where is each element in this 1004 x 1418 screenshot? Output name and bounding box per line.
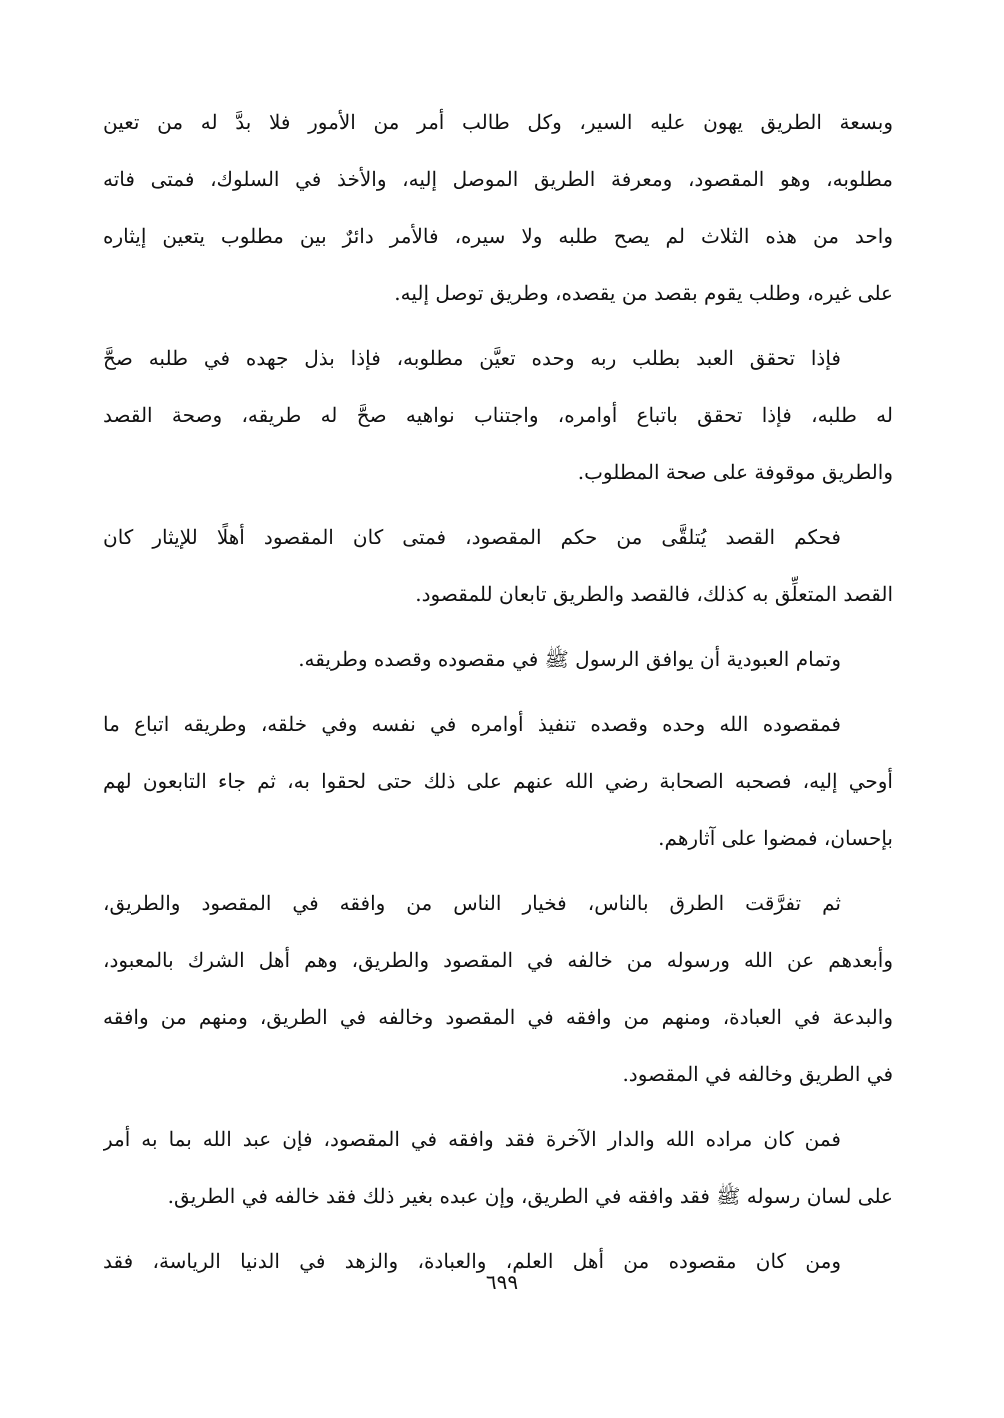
text-line: ثم تفرَّقت الطرق بالناس، فخيار الناس من وافقه في المقصود والطريق، bbox=[103, 891, 841, 915]
text-line: واحد من هذه الثلاث لم يصح طلبه ولا سيره، فالأمر دائرٌ بين مطلوب يتعين إيثاره bbox=[103, 224, 893, 248]
text-line: وأبعدهم عن الله ورسوله من خالفه في المقصود والطريق، وهم أهل الشرك بالمعبود، bbox=[103, 948, 893, 972]
text-line: فمن كان مراده الله والدار الآخرة فقد وافقه في المقصود، فإن عبد الله بما به أمر bbox=[103, 1127, 841, 1151]
paragraph bbox=[103, 698, 893, 869]
page-number: ٦٩٩ bbox=[485, 1270, 519, 1294]
paragraph bbox=[103, 877, 893, 1105]
paragraph bbox=[103, 332, 893, 503]
paragraph bbox=[103, 96, 893, 324]
text-line: القصد المتعلِّق به كذلك، فالقصد والطريق تابعان للمقصود. bbox=[415, 582, 893, 606]
text-line: ومن كان مقصوده من أهل العلم، والعبادة، والزهد في الدنيا الرياسة، فقد bbox=[103, 1249, 841, 1273]
text-line: بإحسان، فمضوا على آثارهم. bbox=[658, 826, 893, 850]
body-text bbox=[103, 96, 893, 1292]
paragraph bbox=[103, 1113, 893, 1227]
text-line: في الطريق وخالفه في المقصود. bbox=[622, 1062, 893, 1086]
text-line: والطريق موقوفة على صحة المطلوب. bbox=[577, 460, 893, 484]
text-line: فحكم القصد يُتلقَّى من حكم المقصود، فمتى كان المقصود أهلًا للإيثار كان bbox=[103, 525, 841, 549]
text-line: فإذا تحقق العبد بطلب ربه وحده تعيَّن مطلوبه، فإذا بذل جهده في طلبه صحَّ bbox=[103, 346, 841, 370]
text-line: والبدعة في العبادة، ومنهم من وافقه في المقصود وخالفه في الطريق، ومنهم من وافقه bbox=[103, 1005, 893, 1029]
paragraph bbox=[103, 633, 893, 690]
text-line: له طلبه، فإذا تحقق باتباع أوامره، واجتناب نواهيه صحَّ له طريقه، وصحة القصد bbox=[103, 403, 893, 427]
text-line: مطلوبه، وهو المقصود، ومعرفة الطريق الموصل إليه، والأخذ في السلوك، فمتى فاته bbox=[103, 167, 893, 191]
text-line: وتمام العبودية أن يوافق الرسول ﷺ في مقصوده وقصده وطريقه. bbox=[298, 647, 841, 671]
text-line: فمقصوده الله وحده وقصده تنفيذ أوامره في نفسه وفي خلقه، وطريقه اتباع ما bbox=[103, 712, 841, 736]
paragraph bbox=[103, 511, 893, 625]
text-line: وبسعة الطريق يهون عليه السير، وكل طالب أمر من الأمور فلا بدَّ له من تعين bbox=[103, 110, 893, 134]
text-line: على لسان رسوله ﷺ فقد وافقه في الطريق، وإن عبده بغير ذلك فقد خالفه في الطريق. bbox=[167, 1184, 893, 1208]
text-line: أوحي إليه، فصحبه الصحابة رضي الله عنهم على ذلك حتى لحقوا به، ثم جاء التابعون لهم bbox=[103, 769, 893, 793]
text-line: على غيره، وطلب يقوم بقصد من يقصده، وطريق توصل إليه. bbox=[394, 281, 893, 305]
